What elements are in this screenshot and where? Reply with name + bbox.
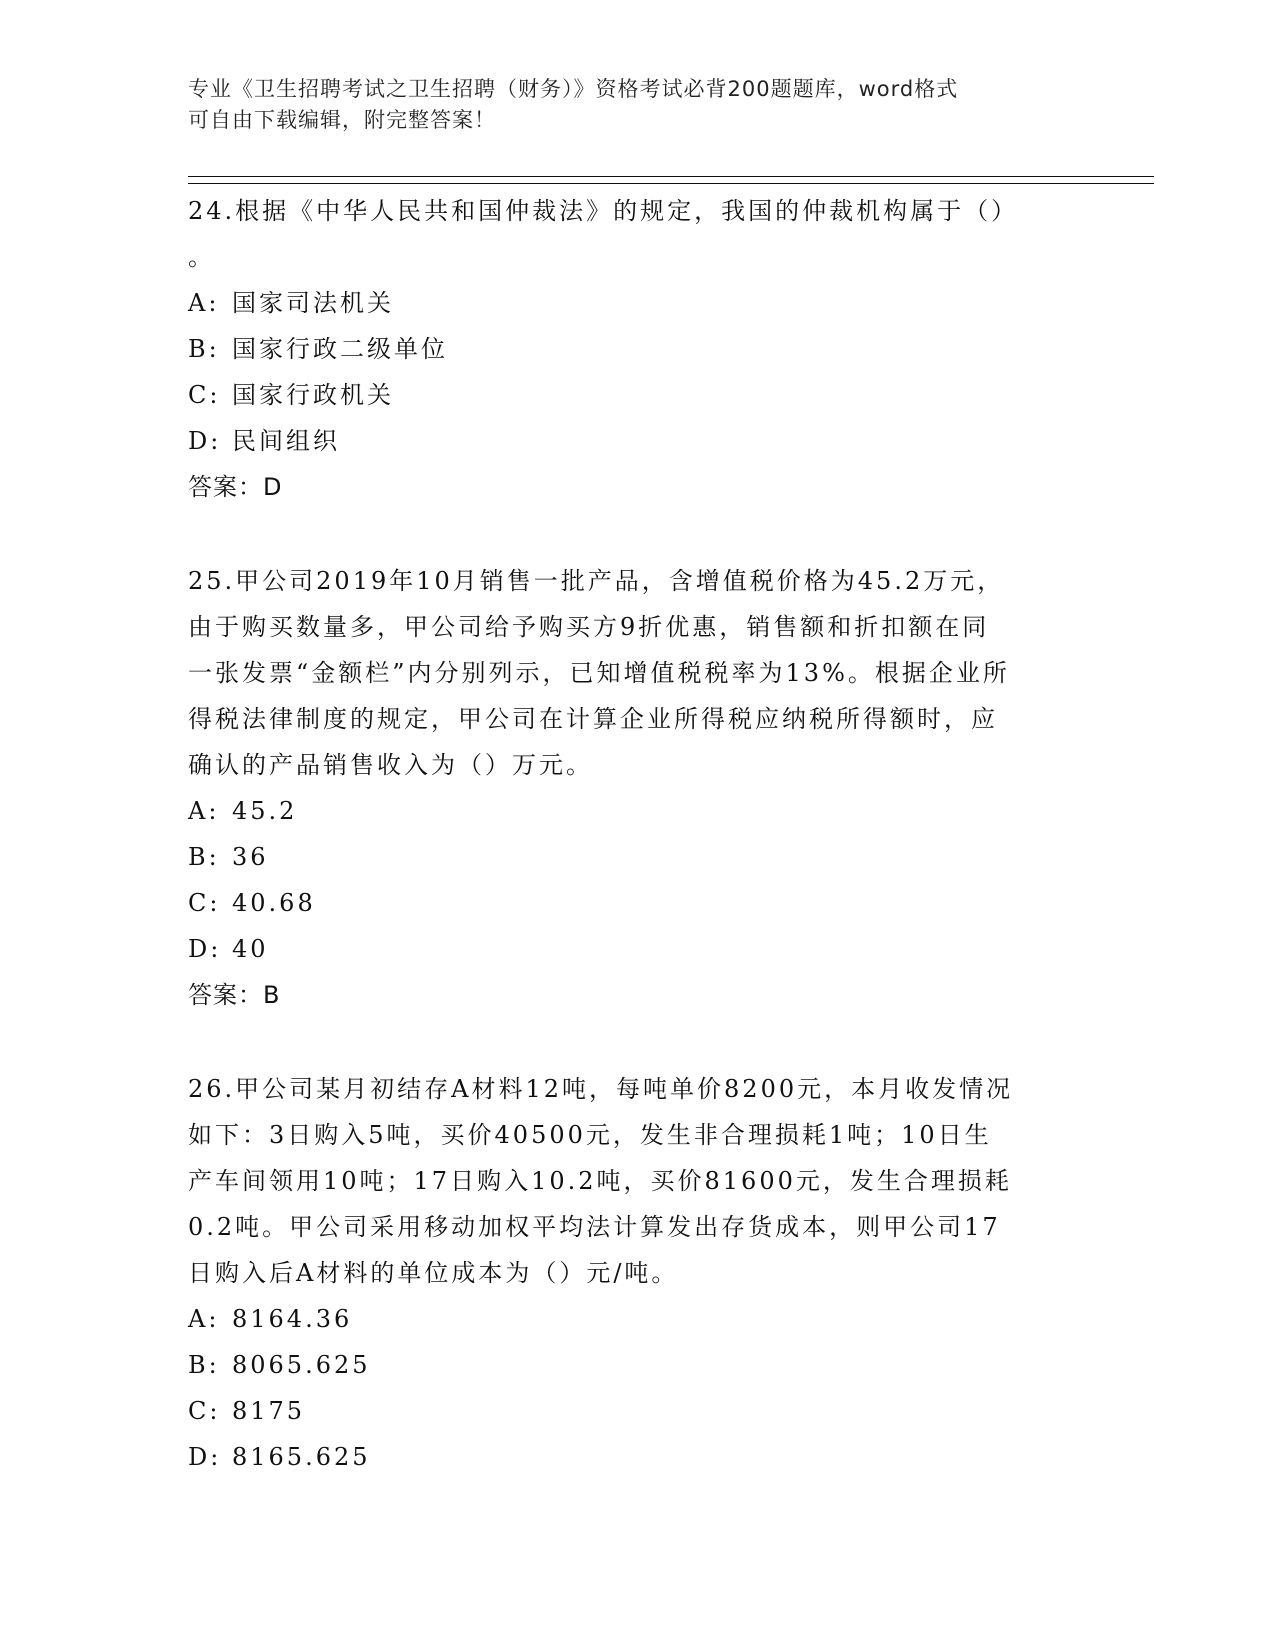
option-text: 8175 xyxy=(232,1397,306,1425)
option-b xyxy=(188,1342,1088,1388)
option-text: 36 xyxy=(232,843,269,871)
answer-line: 答案：B xyxy=(188,981,281,1009)
option-a xyxy=(188,1296,1088,1342)
option-letter: C: xyxy=(188,889,221,917)
option-letter: D: xyxy=(188,1443,222,1471)
option-letter: A: xyxy=(188,797,220,825)
header-line-1: 专业《卫生招聘考试之卫生招聘（财务）》资格考试必背200题题库，word格式 xyxy=(188,77,959,101)
option-text: 40 xyxy=(232,935,269,963)
question-25 xyxy=(188,558,1088,1018)
option-letter: D: xyxy=(188,427,222,455)
header-divider-bottom xyxy=(188,183,1154,184)
option-c xyxy=(188,372,1088,418)
option-d xyxy=(188,418,1088,464)
option-text: 45.2 xyxy=(232,797,298,825)
option-text: 8164.36 xyxy=(232,1305,353,1333)
option-text: 国家行政机关 xyxy=(232,381,394,409)
option-letter: B: xyxy=(188,843,220,871)
option-letter: A: xyxy=(188,289,220,317)
document-header xyxy=(188,74,1068,136)
option-b xyxy=(188,326,1088,372)
option-d xyxy=(188,926,1088,972)
option-c xyxy=(188,880,1088,926)
option-text: 民间组织 xyxy=(232,427,340,455)
option-text: 国家司法机关 xyxy=(232,289,394,317)
option-a xyxy=(188,280,1088,326)
question-24 xyxy=(188,188,1088,510)
option-d xyxy=(188,1434,1088,1480)
option-text: 国家行政二级单位 xyxy=(232,335,448,363)
option-letter: C: xyxy=(188,1397,221,1425)
option-c xyxy=(188,1388,1088,1434)
question-26 xyxy=(188,1066,1088,1480)
option-text: 8165.625 xyxy=(232,1443,371,1471)
question-text: 25.甲公司2019年10月销售一批产品，含增值税价格为45.2万元， 由于购买数量多，甲公司给予购买方9折优惠，销售额和折扣额在同 一张发票“金额栏”内分别列示，已知增值税税率为13%。根据企业所 得税法律制度的规定，甲公司在计算企业所得税应纳税所得额时，应 确认的产品销售收入为（）万元。 xyxy=(188,567,1010,779)
question-list xyxy=(188,188,1088,1480)
option-b xyxy=(188,834,1088,880)
answer-line: 答案：D xyxy=(188,473,283,501)
option-letter: C: xyxy=(188,381,221,409)
header-divider-top xyxy=(188,176,1154,177)
question-text: 24.根据《中华人民共和国仲裁法》的规定，我国的仲裁机构属于（） 。 xyxy=(188,197,1019,271)
option-letter: A: xyxy=(188,1305,220,1333)
question-text: 26.甲公司某月初结存A材料12吨，每吨单价8200元，本月收发情况 如下：3日购入5吨，买价40500元，发生非合理损耗1吨；10日生 产车间领用10吨；17日购入10.2吨，买价81600元，发生合理损耗 0.2吨。甲公司采用移动加权平均法计算发出存货成本，则甲公司17 日购入后A材料的单位成本为（）元/吨。 xyxy=(188,1075,1014,1287)
option-letter: B: xyxy=(188,1351,220,1379)
option-a xyxy=(188,788,1088,834)
option-text: 40.68 xyxy=(232,889,316,917)
header-line-2: 可自由下载编辑，附完整答案！ xyxy=(188,108,496,132)
option-letter: D: xyxy=(188,935,222,963)
option-letter: B: xyxy=(188,335,220,363)
option-text: 8065.625 xyxy=(232,1351,371,1379)
